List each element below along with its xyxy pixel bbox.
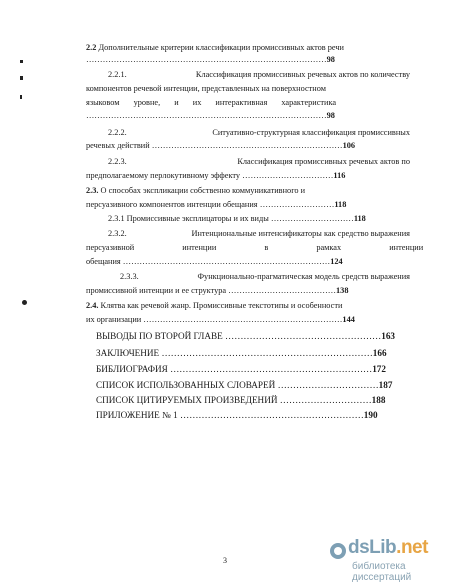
binding-mark (20, 60, 23, 63)
toc-number: 2.2.1. (108, 70, 127, 79)
toc-entry (86, 301, 342, 311)
toc-entry (96, 380, 392, 390)
binding-mark (20, 76, 23, 80)
toc-dots: …………………………………………… (225, 331, 382, 341)
toc-entry-cont (86, 286, 348, 296)
toc-entry-cont (86, 200, 346, 210)
toc-entry (96, 410, 378, 420)
toc-title: БИБЛИОГРАФИЯ (96, 364, 168, 374)
toc-entry (96, 364, 386, 374)
toc-title: языковом уровне, и их интерактивная характеристика (86, 98, 337, 107)
toc-page: 163 (381, 331, 396, 341)
toc-entry-cont (86, 171, 345, 181)
toc-dots: ………………………… (270, 214, 354, 223)
toc-title: Функционально-прагматическая модель средств выражения (197, 272, 410, 281)
toc-title: их организации (86, 315, 142, 324)
toc-entry (108, 214, 366, 224)
toc-title: Дополнительные критерии классификации промиссивных актов речи (98, 43, 344, 52)
watermark-brand (348, 537, 428, 559)
toc-dots: …………………………………………………………… (161, 348, 373, 358)
toc-dots: …………………………… (242, 171, 334, 180)
page-number: 3 (223, 556, 227, 565)
toc-entry-cont (86, 315, 355, 325)
toc-number: 2.2.3. (108, 157, 127, 166)
toc-page: 144 (342, 315, 355, 324)
toc-page: 138 (336, 286, 349, 295)
watermark-subtitle: библиотека диссертаций (352, 561, 412, 583)
toc-number: 2.3.1 (108, 214, 125, 223)
toc-leader (86, 111, 335, 121)
toc-dots: ………………………………………………………… (170, 364, 373, 374)
toc-entry (96, 331, 395, 341)
toc-entry (108, 70, 410, 80)
toc-title: Клятва как речевой жанр. Промиссивные текстотипы и особенности (100, 301, 343, 310)
toc-title: Классификация промиссивных речевых актов по количеству (195, 70, 410, 79)
toc-dots: ………………………………… (228, 286, 337, 295)
toc-page: 106 (342, 141, 356, 150)
toc-entry (108, 157, 410, 167)
toc-entry (120, 272, 410, 282)
watermark-logo (330, 537, 445, 583)
logo-icon (330, 543, 346, 559)
toc-entry-cont (86, 141, 355, 151)
toc-dots: ………………………………………………………………… (122, 257, 331, 266)
toc-dots: …………………………………………………………… (151, 141, 343, 150)
binding-mark (20, 95, 22, 99)
toc-title: речевых действий (86, 141, 150, 150)
toc-number: 2.4. (86, 301, 99, 310)
toc-number: 2.2.2. (108, 128, 127, 137)
toc-entry (96, 395, 385, 405)
toc-page: 172 (372, 364, 386, 374)
toc-number: 2.3. (86, 186, 99, 195)
toc-title: Промиссивные эксплицаторы и их виды (126, 214, 269, 223)
toc-entry (86, 186, 305, 196)
toc-page: 116 (333, 171, 346, 180)
toc-entry-cont (86, 257, 343, 267)
toc-entry (108, 128, 410, 138)
toc-number: 2.2 (86, 43, 97, 52)
toc-title: обещания (86, 257, 121, 266)
brand-domain: .net (396, 537, 428, 558)
toc-entry (96, 348, 387, 358)
toc-title: Классификация промиссивных речевых актов по (237, 157, 410, 166)
toc-page: 118 (353, 214, 366, 223)
toc-dots: ………………………… (279, 395, 372, 405)
toc-page: 98 (326, 111, 335, 120)
toc-title: Ситуативно-структурная классификация промиссивных (212, 128, 410, 137)
toc-page: 190 (363, 410, 378, 420)
brand-name: dsLib (348, 537, 397, 558)
toc-title: Интенциональные интенсификаторы как средство выражения (191, 229, 410, 238)
toc-dots: …………………………… (277, 380, 379, 390)
toc-entry-cont (86, 84, 326, 94)
toc-dots: ……………………… (259, 200, 335, 209)
toc-page: 166 (372, 348, 387, 358)
toc-number: 2.3.3. (120, 272, 139, 281)
toc-entry-cont (86, 243, 423, 253)
toc-entry (86, 43, 344, 53)
toc-title: персуазивной интенции в рамках интенции (86, 243, 424, 252)
toc-dots: …………………………………………………………………………… (86, 55, 327, 64)
toc-page: 188 (371, 395, 386, 405)
toc-title: СПИСОК ИСПОЛЬЗОВАННЫХ СЛОВАРЕЙ (96, 380, 276, 390)
toc-title: ПРИЛОЖЕНИЕ № 1 (96, 410, 178, 420)
toc-leader (86, 55, 335, 65)
toc-entry (108, 229, 410, 239)
toc-page: 98 (326, 55, 335, 64)
toc-title: ВЫВОДЫ ПО ВТОРОЙ ГЛАВЕ (96, 331, 223, 341)
toc-title: промиссивной интенции и ее структура (86, 286, 227, 295)
toc-page: 124 (330, 257, 343, 266)
toc-title: О способах экспликации собственно коммуникативного и (100, 186, 306, 195)
toc-title: персуазивного компонентов интенции обещания (86, 200, 258, 209)
toc-title: ЗАКЛЮЧЕНИЕ (96, 348, 160, 358)
toc-page: 187 (378, 380, 393, 390)
toc-dots: ……………………………………………………………… (143, 315, 343, 324)
toc-page: 118 (334, 200, 347, 209)
binding-mark (22, 300, 27, 305)
toc-title: предполагаемому перлокутивному эффекту (86, 171, 241, 180)
toc-entry-cont (86, 98, 336, 108)
toc-title: СПИСОК ЦИТИРУЕМЫХ ПРОИЗВЕДЕНИЙ (96, 395, 278, 405)
toc-title: компонентов речевой интенции, представленных на поверхностном (86, 84, 326, 93)
toc-number: 2.3.2. (108, 229, 127, 238)
toc-dots: …………………………………………………………………………… (86, 111, 327, 120)
toc-dots: …………………………………………………… (180, 410, 364, 420)
